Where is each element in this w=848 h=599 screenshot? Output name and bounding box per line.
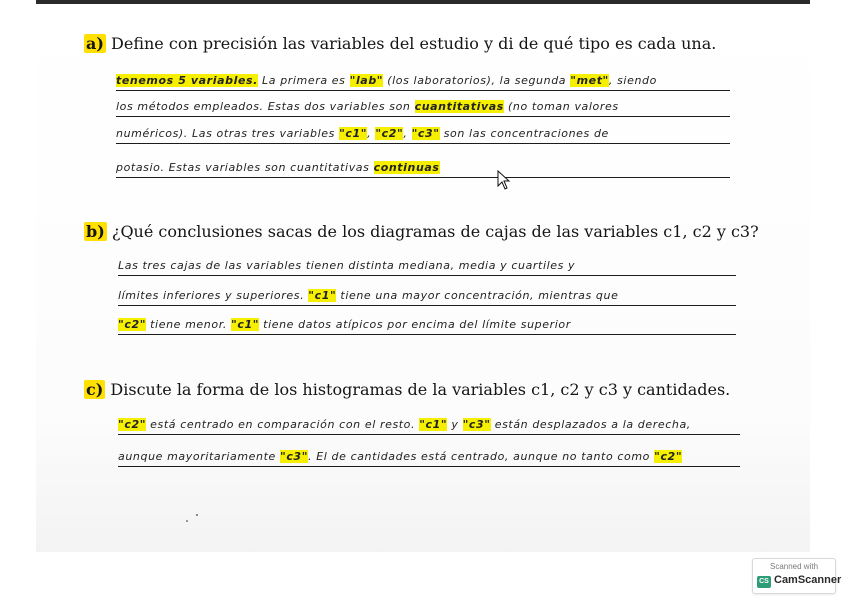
highlighted-text: "c1"	[231, 318, 260, 331]
highlighted-text: tenemos 5 variables.	[116, 74, 258, 87]
handwritten-text: los métodos empleados. Estas dos variables son	[116, 100, 415, 113]
question-c	[84, 380, 730, 399]
handwritten-text: , siendo	[608, 74, 657, 87]
highlighted-text: "c3"	[279, 450, 309, 463]
question-b	[84, 222, 759, 241]
question-b-text: ¿Qué conclusiones sacas de los diagramas de cajas de las variables c1, c2 y c3?	[111, 222, 759, 241]
handwritten-text: límites inferiores y superiores.	[118, 289, 309, 302]
handwritten-text: numéricos). Las otras tres variables	[116, 127, 340, 140]
handwritten-text: ,	[403, 127, 412, 140]
handwritten-text: aunque mayoritariamente	[118, 450, 280, 463]
highlighted-text: "c1"	[339, 127, 368, 140]
handwritten-text: ,	[367, 127, 376, 140]
watermark-caption: Scanned with	[769, 562, 819, 571]
highlighted-text: "c1"	[308, 289, 337, 302]
answer-c-line-1	[118, 414, 740, 435]
highlighted-text: "c3"	[462, 418, 491, 431]
answer-a-line-3	[116, 123, 730, 144]
paper-speck	[186, 520, 188, 522]
highlighted-text: "c2"	[118, 318, 147, 331]
handwritten-text: tiene datos atípicos por encima del límite superior	[259, 318, 571, 331]
highlighted-text: "c1"	[419, 418, 448, 431]
answer-a-line-2	[116, 96, 730, 117]
handwritten-text: La primera es	[257, 74, 350, 87]
question-c-letter: c)	[86, 380, 104, 399]
answer-b-line-3	[118, 314, 736, 335]
highlighted-text: "c2"	[375, 127, 404, 140]
question-a-letter: a)	[86, 34, 104, 53]
handwritten-text: tiene menor.	[146, 318, 232, 331]
handwritten-text: están desplazados a la derecha,	[490, 418, 691, 431]
paper-speck	[196, 514, 198, 516]
question-c-text: Discute la forma de los histogramas de la variables c1, c2 y c3 y cantidades.	[110, 380, 731, 399]
answer-a-line-4	[116, 157, 730, 178]
handwritten-text: potasio. Estas variables son cuantitativas	[116, 161, 374, 174]
highlighted-text: "met"	[570, 74, 609, 87]
answer-a-line-1	[116, 70, 730, 91]
question-a-text: Define con precisión las variables del estudio y di de qué tipo es cada una.	[111, 34, 717, 53]
handwritten-text: tiene una mayor concentración, mientras que	[336, 289, 619, 302]
highlighted-text: "c3"	[411, 127, 440, 140]
answer-b-line-1	[118, 255, 736, 276]
answer-c-line-2	[118, 446, 740, 467]
handwritten-text: Las tres cajas de las variables tienen distinta mediana, media y cuartiles y	[118, 259, 576, 272]
mouse-pointer-icon	[497, 170, 511, 190]
handwritten-text: y	[447, 418, 463, 431]
camscanner-watermark	[752, 558, 842, 594]
answer-b-line-2	[118, 285, 736, 306]
handwritten-text: está centrado en comparación con el resto.	[146, 418, 420, 431]
highlighted-text: cuantitativas	[414, 100, 504, 113]
question-a	[84, 34, 716, 53]
highlighted-text: "lab"	[349, 74, 384, 87]
highlighted-text: "c2"	[654, 450, 683, 463]
handwritten-text: . El de cantidades está centrado, aunque no tanto como	[308, 450, 655, 463]
handwritten-text: son las concentraciones de	[439, 127, 609, 140]
highlighted-text: continuas	[373, 161, 440, 174]
handwritten-text: (no toman valores	[503, 100, 619, 113]
highlighted-text: "c2"	[118, 418, 147, 431]
question-b-letter: b)	[86, 222, 105, 241]
watermark-brand: CamScanner	[774, 574, 842, 586]
camscanner-logo-icon: CS	[757, 576, 771, 588]
handwritten-text: (los laboratorios), la segunda	[383, 74, 571, 87]
